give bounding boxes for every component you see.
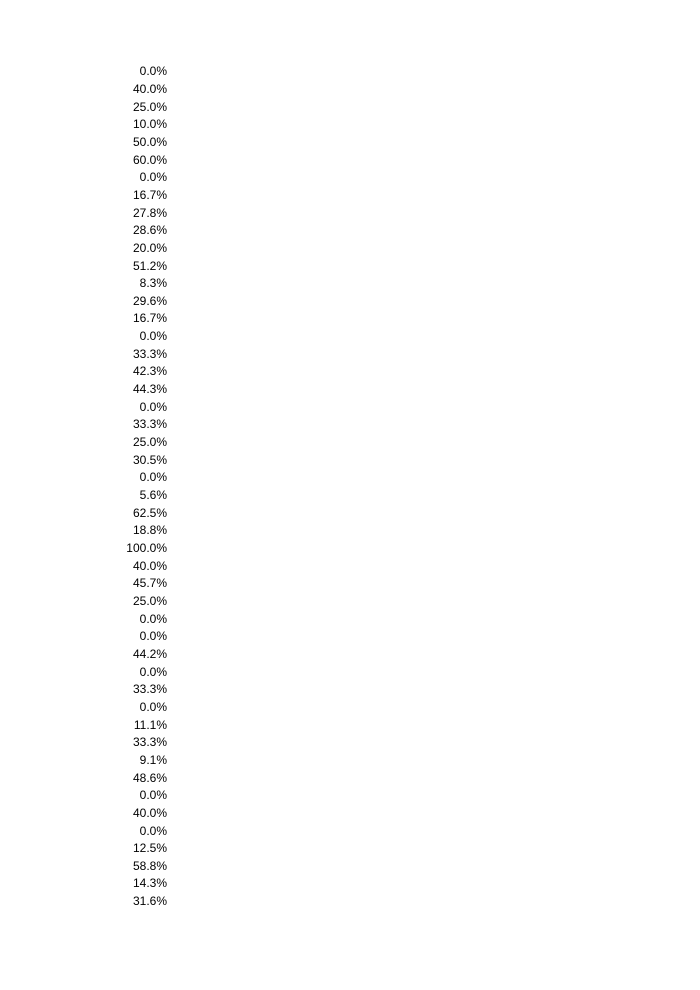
percentage-cell: 10.0% bbox=[132, 117, 167, 132]
percentage-cell: 40.0% bbox=[132, 558, 167, 573]
percentage-cell: 0.0% bbox=[139, 699, 167, 714]
percentage-cell: 0.0% bbox=[139, 664, 167, 679]
percentage-cell: 42.3% bbox=[132, 364, 167, 379]
percentage-cell: 44.3% bbox=[132, 382, 167, 397]
percentage-column bbox=[100, 63, 167, 911]
percentage-cell: 0.0% bbox=[139, 788, 167, 803]
percentage-cell: 0.0% bbox=[139, 170, 167, 185]
percentage-cell: 11.1% bbox=[133, 717, 167, 732]
percentage-cell: 0.0% bbox=[139, 629, 167, 644]
percentage-cell: 18.8% bbox=[132, 523, 167, 538]
percentage-cell: 27.8% bbox=[132, 205, 167, 220]
percentage-cell: 29.6% bbox=[132, 293, 167, 308]
percentage-cell: 33.3% bbox=[132, 735, 167, 750]
percentage-cell: 25.0% bbox=[132, 593, 167, 608]
percentage-cell: 0.0% bbox=[139, 611, 167, 626]
percentage-cell: 100.0% bbox=[126, 541, 167, 556]
percentage-cell: 44.2% bbox=[132, 646, 167, 661]
percentage-cell: 0.0% bbox=[139, 329, 167, 344]
percentage-cell: 62.5% bbox=[132, 505, 167, 520]
percentage-cell: 16.7% bbox=[132, 187, 167, 202]
percentage-cell: 14.3% bbox=[132, 876, 167, 891]
percentage-cell: 40.0% bbox=[132, 805, 167, 820]
percentage-cell: 58.8% bbox=[132, 858, 167, 873]
percentage-cell: 60.0% bbox=[132, 152, 167, 167]
percentage-cell: 31.6% bbox=[132, 894, 167, 909]
percentage-cell: 33.3% bbox=[132, 682, 167, 697]
percentage-cell: 28.6% bbox=[132, 223, 167, 238]
percentage-cell: 8.3% bbox=[139, 276, 167, 291]
percentage-cell: 30.5% bbox=[132, 452, 167, 467]
percentage-cell: 16.7% bbox=[132, 311, 167, 326]
percentage-cell: 51.2% bbox=[132, 258, 167, 273]
percentage-cell: 25.0% bbox=[132, 435, 167, 450]
percentage-cell: 0.0% bbox=[139, 64, 167, 79]
percentage-cell: 50.0% bbox=[132, 134, 167, 149]
percentage-cell: 12.5% bbox=[132, 841, 167, 856]
percentage-cell: 40.0% bbox=[132, 81, 167, 96]
percentage-cell: 33.3% bbox=[132, 346, 167, 361]
percentage-cell: 25.0% bbox=[132, 99, 167, 114]
percentage-cell: 0.0% bbox=[139, 470, 167, 485]
percentage-cell: 0.0% bbox=[139, 823, 167, 838]
percentage-cell: 33.3% bbox=[132, 417, 167, 432]
percentage-cell: 45.7% bbox=[132, 576, 167, 591]
percentage-cell: 48.6% bbox=[132, 770, 167, 785]
percentage-cell: 9.1% bbox=[139, 752, 167, 767]
percentage-cell: 20.0% bbox=[132, 240, 167, 255]
percentage-cell: 5.6% bbox=[139, 488, 167, 503]
percentage-cell: 0.0% bbox=[139, 399, 167, 414]
